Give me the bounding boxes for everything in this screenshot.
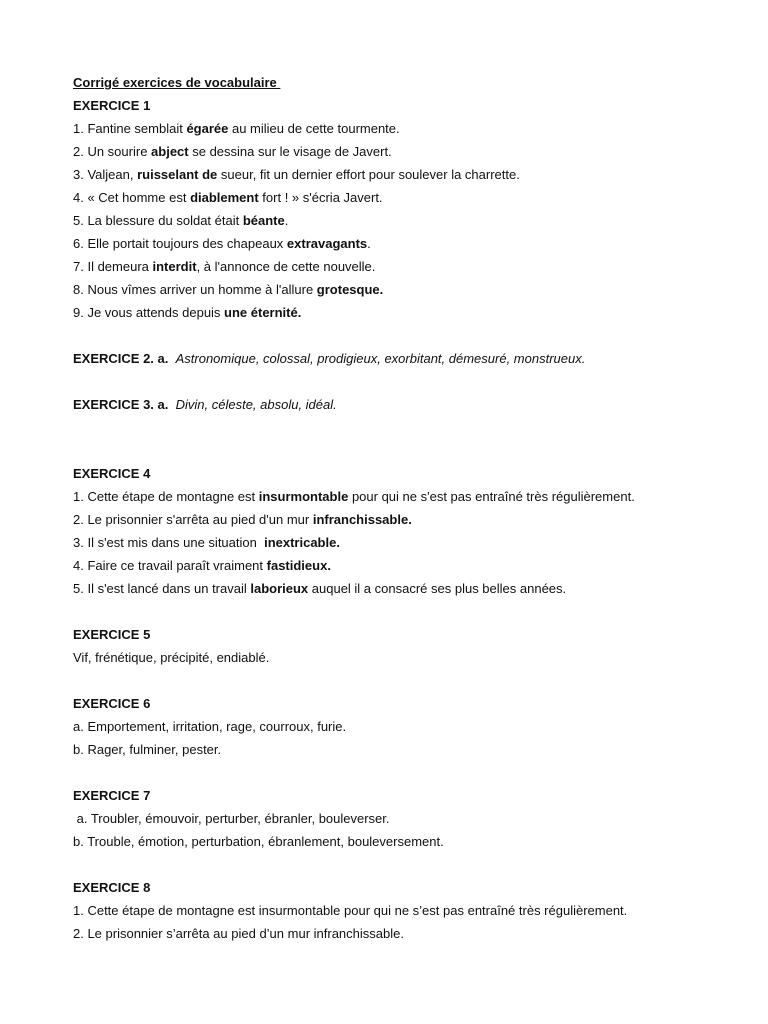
exercise-4-heading: EXERCICE 4 (73, 466, 151, 481)
exercise-1-item: 9. Je vous attends depuis une éternité. (73, 305, 302, 320)
exercise-4-item: 5. Il s'est lancé dans un travail laborieux auquel il a consacré ses plus belles années. (73, 581, 567, 596)
exercise-7-heading: EXERCICE 7 (73, 788, 151, 803)
exercise-1-heading: EXERCICE 1 (73, 98, 151, 113)
document-body (73, 71, 733, 945)
exercise-8-answer-2: 2. Le prisonnier s’arrêta au pied d’un mur infranchissable. (73, 926, 404, 941)
exercise-4-item: 2. Le prisonnier s'arrêta au pied d'un mur infranchissable. (73, 512, 412, 527)
exercise-7-answer-b: b. Trouble, émotion, perturbation, ébranlement, bouleversement. (73, 834, 444, 849)
exercise-1-item: 7. Il demeura interdit, à l'annonce de cette nouvelle. (73, 259, 376, 274)
exercise-4-item: 1. Cette étape de montagne est insurmontable pour qui ne s'est pas entraîné très régulièrement. (73, 489, 635, 504)
exercise-8-answer-1: 1. Cette étape de montagne est insurmontable pour qui ne s’est pas entraîné très régulièrement. (73, 903, 628, 918)
exercise-2 (73, 347, 733, 370)
exercise-3-answer: Divin, céleste, absolu, idéal. (175, 397, 337, 412)
exercise-7-answer-a: a. Troubler, émouvoir, perturber, ébranler, bouleverser. (73, 811, 390, 826)
exercise-4-item: 3. Il s'est mis dans une situation inextricable. (73, 535, 340, 550)
exercise-1-item: 5. La blessure du soldat était béante. (73, 213, 289, 228)
exercise-2-answer: Astronomique, colossal, prodigieux, exorbitant, démesuré, monstrueux. (175, 351, 586, 366)
exercise-5-heading: EXERCICE 5 (73, 627, 151, 642)
exercise-1-item: 2. Un sourire abject se dessina sur le visage de Javert. (73, 144, 392, 159)
exercise-1-list (73, 117, 733, 324)
exercise-4-item: 4. Faire ce travail paraît vraiment fastidieux. (73, 558, 331, 573)
exercise-1-item: 3. Valjean, ruisselant de sueur, fit un dernier effort pour soulever la charrette. (73, 167, 520, 182)
exercise-1-item: 6. Elle portait toujours des chapeaux extravagants. (73, 236, 371, 251)
exercise-3 (73, 393, 733, 416)
document-title: Corrigé exercices de vocabulaire (73, 75, 281, 90)
exercise-1-item: 1. Fantine semblait égarée au milieu de cette tourmente. (73, 121, 400, 136)
exercise-6-answer-b: b. Rager, fulminer, pester. (73, 742, 222, 757)
exercise-1-item: 4. « Cet homme est diablement fort ! » s'écria Javert. (73, 190, 383, 205)
exercise-8-heading: EXERCICE 8 (73, 880, 151, 895)
exercise-2-heading: EXERCICE 2. a. (73, 351, 169, 366)
exercise-4-list (73, 485, 733, 600)
exercise-1-item: 8. Nous vîmes arriver un homme à l'allure grotesque. (73, 282, 384, 297)
exercise-5-answer: Vif, frénétique, précipité, endiablé. (73, 650, 270, 665)
exercise-3-heading: EXERCICE 3. a. (73, 397, 169, 412)
exercise-6-heading: EXERCICE 6 (73, 696, 151, 711)
exercise-6-answer-a: a. Emportement, irritation, rage, courroux, furie. (73, 719, 347, 734)
